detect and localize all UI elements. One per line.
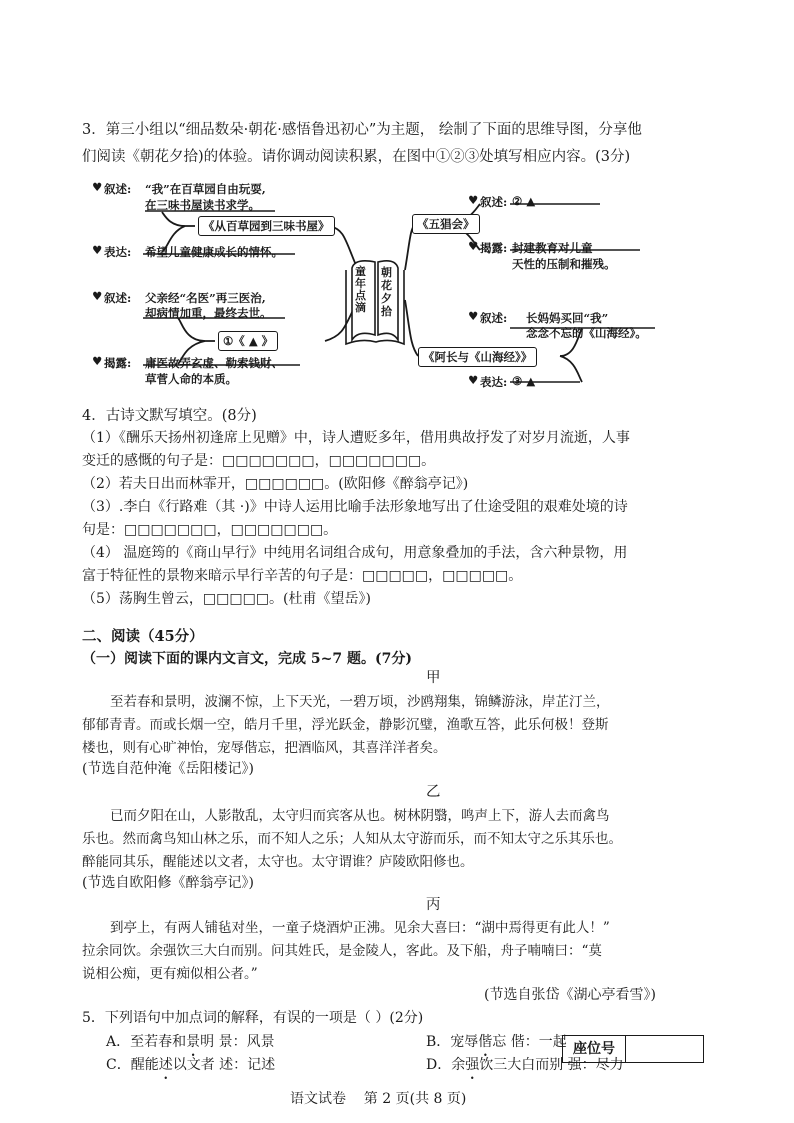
passage-label: 丙 (426, 897, 441, 913)
l2-rev-tag: 揭露: (104, 356, 132, 370)
l2-narr-tag: 叙述: (104, 291, 132, 305)
r2-expr-blank: ③ ▲ (512, 374, 536, 388)
option-text: 以文者 述：记述 (172, 1057, 276, 1073)
q5-option-a (106, 1031, 275, 1051)
seat-number-box (562, 1035, 704, 1063)
r2-expr-tag: 表达: (480, 375, 508, 389)
passage-line: 至若春和景明，波澜不惊，上下天光，一碧万顷，沙鸥翔集，锦鳞游泳，岸芷汀兰， (110, 694, 610, 710)
branch-right-lower (405, 300, 418, 356)
passage-line: 楼也，则有心旷神怡，宠辱偕忘，把酒临风，其喜洋洋者矣。 (82, 740, 447, 756)
passage-source: (节选自范仲淹《岳阳楼记》) (82, 761, 254, 777)
mind-map-lines (0, 0, 794, 410)
q4-line: （4） 温庭筠的《商山早行》中纯用名词组合成句，用意象叠加的手法，含六种景物，用 (82, 545, 628, 561)
passage-label: 甲 (426, 670, 441, 686)
heart-icon: ♥ (468, 239, 479, 253)
l2-narr-a: 父亲经“名医”再三医治, (145, 291, 266, 305)
passage-label: 乙 (426, 784, 441, 800)
passage-source: (节选自张岱《湖心亭看雪》) (484, 987, 656, 1003)
r2-narr-a: 长妈妈买回“我” (526, 311, 609, 325)
r2-narr-b: 念念不忘的《山海经》。 (526, 326, 647, 340)
r2-title: 《阿长与《山海经》》 (418, 347, 537, 367)
page-footer: 语文试卷 第 2 页(共 8 页) (290, 1091, 467, 1107)
r1-narr-blank: ② ▲ (512, 194, 536, 208)
l1-narr-a: “我”在百草园自由玩耍, (145, 182, 266, 196)
heart-icon: ♥ (468, 193, 479, 207)
branch-left-upper-a (162, 212, 195, 226)
q4-line: 句是：□□□□□□□，□□□□□□□。 (82, 522, 338, 538)
option-text: C．醒能 (106, 1057, 159, 1073)
l1-expr: 希望儿童健康成长的情怀。 (145, 245, 283, 259)
r1-rev-b: 天性的压制和摧残。 (512, 257, 616, 271)
r1-rev-a: 封建教育对儿童 (512, 241, 593, 255)
r1-title: 《五猖会》 (412, 214, 480, 234)
section-title: 二、阅读（45分） (82, 628, 204, 645)
l2-rev-a: 庸医故弄玄虚、勒索钱财、 (145, 356, 283, 370)
l1-narr-tag: 叙述: (104, 182, 132, 196)
dotted-char: 偕 (478, 1034, 493, 1050)
passage-line: 乐也。然而禽鸟知山林之乐，而不知人之乐；人知从太守游而乐，而不知太守之乐其乐也。 (82, 831, 622, 847)
branch-left-lower-a (178, 318, 215, 341)
dotted-char: 强 (465, 1057, 480, 1073)
mind-map (0, 0, 794, 410)
heart-icon: ♥ (92, 180, 103, 194)
branch-right-lower-b (560, 356, 582, 382)
option-text: D．余 (426, 1057, 466, 1073)
q4-line: （1）《酬乐天扬州初逢席上见赠》中，诗人遭贬多年，借用典故抒发了对岁月流逝，人事 (82, 430, 630, 446)
passage-line: 到亭上，有两人铺毡对坐，一童子烧酒炉正沸。见余大喜曰：“湖中焉得更有此人！” (110, 920, 610, 936)
option-text: 饮三大白而别 强：尽力 (479, 1057, 624, 1073)
q4-line: （2）若夫日出而林霏开，□□□□□□。(欧阳修《醉翁亭记》) (82, 476, 469, 492)
option-text: A．至若春和 (106, 1034, 187, 1050)
l2-title-blank: ①《 ▲ 》 (218, 331, 278, 351)
l1-expr-tag: 表达: (104, 245, 132, 259)
option-text: 明 景：风景 (200, 1034, 275, 1050)
center-subtitle: 童年点滴 (355, 265, 366, 314)
passage-source: (节选自欧阳修《醉翁亭记》) (82, 875, 254, 891)
l2-narr-b: 却病情加重，最终去世。 (145, 306, 272, 320)
q4-line: （5）荡胸生曾云，□□□□□。(杜甫《望岳》) (82, 591, 371, 607)
q4-title: 4．古诗文默写填空。(8分) (82, 408, 257, 424)
r1-narr-tag: 叙述: (480, 195, 508, 209)
q3-line1: 3．第三小组以“细品数朵·朝花·感悟鲁迅初心”为主题， 绘制了下面的思维导图，分享他 (82, 122, 642, 138)
center-book-title: 朝花夕拾 (381, 266, 392, 318)
passage-line: 说相公痴，更有痴似相公者。” (82, 966, 258, 982)
passage-line: 郁郁青青。而或长烟一空，皓月千里，浮光跃金，静影沉璧，渔歌互答，此乐何极！登斯 (82, 717, 609, 733)
option-text: 忘 偕：一起 (492, 1034, 567, 1050)
heart-icon: ♥ (468, 309, 479, 323)
l1-narr-b: 在三味书屋读书求学。 (145, 198, 260, 212)
passage-line: 拉余同饮。余强饮三大白而别。问其姓氏，是金陵人，客此。及下船，舟子喃喃曰：“莫 (82, 943, 602, 959)
r2-narr-tag: 叙述: (480, 311, 508, 325)
l2-rev-b: 草菅人命的本质。 (145, 372, 237, 386)
q4-line: （3）.李白《行路难（其 ·)》中诗人运用比喻手法形象地写出了仕途受阻的艰难处境的诗 (82, 499, 628, 515)
passage-line: 醉能同其乐，醒能述以文者，太守也。太守谓谁？庐陵欧阳修也。 (82, 854, 474, 870)
dotted-char: 述 (158, 1057, 173, 1073)
q4-line: 富于特征性的景物来暗示早行辛苦的句子是：□□□□□，□□□□□。 (82, 568, 523, 584)
q4-line: 变迁的感慨的句子是：□□□□□□□，□□□□□□□。 (82, 453, 436, 469)
r1-rev-tag: 揭露: (480, 241, 508, 255)
heart-icon: ♥ (468, 373, 479, 387)
heart-icon: ♥ (92, 289, 103, 303)
option-text: B．宠辱 (426, 1034, 479, 1050)
passage-line: 已而夕阳在山，人影散乱，太守归而宾客从也。树林阴翳，鸣声上下，游人去而禽鸟 (110, 808, 610, 824)
dotted-char: 景 (186, 1034, 201, 1050)
q5-stem: 5．下列语句中加点词的解释，有误的一项是（ ）(2分) (82, 1010, 424, 1026)
l1-title: 《从百草园到三味书屋》 (198, 216, 335, 236)
q5-option-b (426, 1031, 567, 1051)
heart-icon: ♥ (92, 243, 103, 257)
q3-line2: 们阅读《朝花夕拾)的体验。请你调动阅读积累，在图中①②③处填写相应内容。(3分) (82, 149, 631, 165)
heart-icon: ♥ (92, 354, 103, 368)
q5-option-c (106, 1054, 275, 1074)
section-subtitle: （一）阅读下面的课内文言文，完成 5~7 题。(7分) (82, 651, 412, 667)
seat-label: 座位号 (563, 1036, 626, 1062)
